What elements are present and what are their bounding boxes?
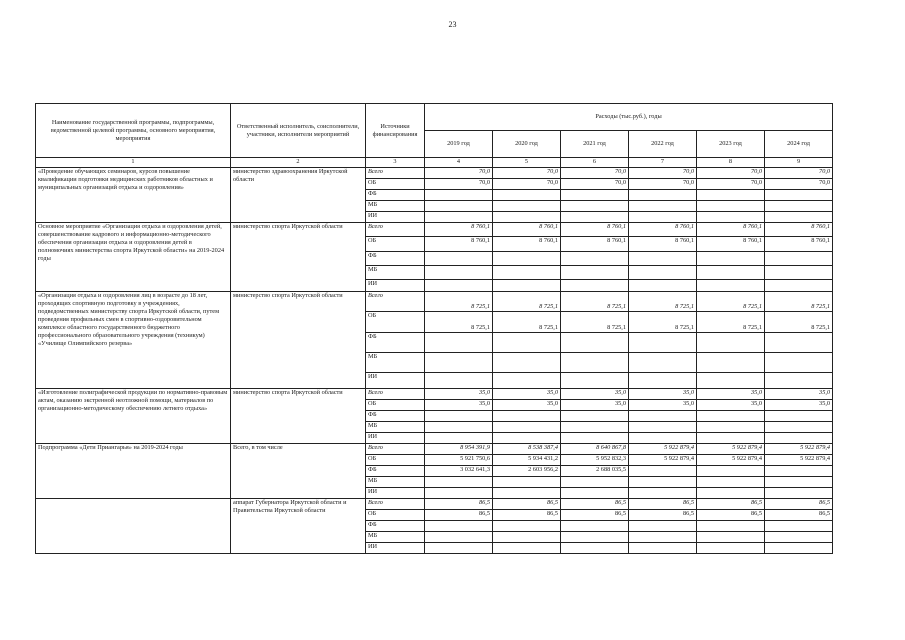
year-amount: 8 760,1 bbox=[425, 237, 493, 252]
source-row bbox=[36, 389, 833, 400]
year-amount bbox=[561, 521, 629, 532]
year-amount: 70,0 bbox=[697, 179, 765, 190]
year-amount bbox=[765, 532, 833, 543]
column-index-row bbox=[36, 158, 833, 168]
year-amount: 70,0 bbox=[765, 179, 833, 190]
year-amount bbox=[561, 422, 629, 433]
header-expenses: Расходы (тыс.руб.), годы bbox=[425, 104, 833, 131]
year-amount bbox=[765, 252, 833, 266]
year-amount bbox=[765, 201, 833, 212]
year-amount bbox=[561, 212, 629, 223]
year-amount bbox=[697, 521, 765, 532]
year-amount bbox=[425, 252, 493, 266]
year-amount bbox=[493, 252, 561, 266]
year-amount bbox=[493, 333, 561, 353]
year-amount bbox=[425, 411, 493, 422]
year-amount bbox=[561, 373, 629, 389]
year-amount: 8 725,1 bbox=[629, 292, 697, 312]
year-amount: 86,5 bbox=[493, 499, 561, 510]
funding-source: МБ bbox=[366, 266, 425, 280]
year-amount bbox=[629, 201, 697, 212]
year-amount: 86,5 bbox=[629, 510, 697, 521]
column-index: 8 bbox=[697, 158, 765, 168]
funding-source: ИИ bbox=[366, 280, 425, 292]
funding-source: ФБ bbox=[366, 466, 425, 477]
year-amount bbox=[629, 252, 697, 266]
year-amount bbox=[629, 532, 697, 543]
table-body bbox=[36, 168, 833, 554]
year-amount bbox=[561, 532, 629, 543]
year-amount: 5 922 879,4 bbox=[629, 444, 697, 455]
year-amount bbox=[765, 212, 833, 223]
year-amount bbox=[493, 190, 561, 201]
measure-name: Основное мероприятие «Организация отдыха и оздоровления детей, совершенствование кадрового и информационно-методического обеспечения организации отдыха и оздоровления детей в полномочиях министерства спорта Иркутской области» на 2019-2024 годы bbox=[36, 223, 231, 292]
year-amount: 5 922 879,4 bbox=[697, 455, 765, 466]
year-amount bbox=[425, 333, 493, 353]
funding-source: МБ bbox=[366, 477, 425, 488]
year-amount: 35,0 bbox=[629, 400, 697, 411]
year-amount bbox=[697, 373, 765, 389]
year-amount: 35,0 bbox=[493, 389, 561, 400]
year-amount: 8 725,1 bbox=[629, 312, 697, 333]
source-row bbox=[36, 168, 833, 179]
column-index: 7 bbox=[629, 158, 697, 168]
year-amount: 8 760,1 bbox=[697, 223, 765, 237]
year-amount bbox=[493, 373, 561, 389]
year-amount bbox=[425, 353, 493, 373]
column-index: 1 bbox=[36, 158, 231, 168]
funding-source: ОБ bbox=[366, 179, 425, 190]
year-amount: 8 760,1 bbox=[561, 237, 629, 252]
year-amount: 70,0 bbox=[493, 179, 561, 190]
year-amount bbox=[425, 543, 493, 554]
year-amount bbox=[561, 280, 629, 292]
year-amount bbox=[697, 411, 765, 422]
year-amount: 70,0 bbox=[493, 168, 561, 179]
year-amount bbox=[425, 201, 493, 212]
year-amount bbox=[493, 477, 561, 488]
funding-source: МБ bbox=[366, 532, 425, 543]
header-source: Источники финансирования bbox=[366, 104, 425, 158]
year-amount: 8 725,1 bbox=[493, 292, 561, 312]
year-amount bbox=[765, 190, 833, 201]
year-amount bbox=[561, 201, 629, 212]
column-index: 4 bbox=[425, 158, 493, 168]
year-amount: 5 921 750,6 bbox=[425, 455, 493, 466]
year-amount bbox=[697, 433, 765, 444]
year-amount: 5 922 879,4 bbox=[765, 455, 833, 466]
measure-name: «Проведение обучающих семинаров, курсов повышение квалификации подготовки медицинских работников областных и муниципальных организаций отдыха и оздоровления» bbox=[36, 168, 231, 223]
year-amount bbox=[629, 488, 697, 499]
executor-name: министерство спорта Иркутской области bbox=[231, 223, 366, 292]
year-amount bbox=[765, 266, 833, 280]
year-amount bbox=[629, 422, 697, 433]
year-amount bbox=[561, 252, 629, 266]
year-amount bbox=[629, 543, 697, 554]
funding-source: МБ bbox=[366, 201, 425, 212]
year-amount: 3 032 641,3 bbox=[425, 466, 493, 477]
year-amount bbox=[493, 422, 561, 433]
year-amount bbox=[697, 266, 765, 280]
column-index: 9 bbox=[765, 158, 833, 168]
executor-name: аппарат Губернатора Иркутской области и Правительства Иркутской области bbox=[231, 499, 366, 554]
funding-source: ИИ bbox=[366, 373, 425, 389]
year-amount bbox=[425, 422, 493, 433]
funding-source: МБ bbox=[366, 422, 425, 433]
funding-source: Всего bbox=[366, 499, 425, 510]
year-amount: 8 760,1 bbox=[765, 237, 833, 252]
year-amount: 8 760,1 bbox=[697, 237, 765, 252]
year-amount bbox=[561, 190, 629, 201]
year-amount bbox=[425, 212, 493, 223]
column-index: 6 bbox=[561, 158, 629, 168]
year-amount bbox=[697, 488, 765, 499]
year-amount: 2 603 956,2 bbox=[493, 466, 561, 477]
year-amount: 86,5 bbox=[425, 499, 493, 510]
year-amount: 86,5 bbox=[629, 499, 697, 510]
year-amount: 70,0 bbox=[629, 179, 697, 190]
header-year: 2022 год bbox=[629, 131, 697, 158]
year-amount bbox=[765, 373, 833, 389]
year-amount: 2 688 035,5 bbox=[561, 466, 629, 477]
year-amount bbox=[765, 521, 833, 532]
year-amount: 8 760,1 bbox=[561, 223, 629, 237]
funding-source: ФБ bbox=[366, 333, 425, 353]
year-amount bbox=[493, 280, 561, 292]
year-amount: 35,0 bbox=[765, 389, 833, 400]
year-amount bbox=[561, 488, 629, 499]
source-row bbox=[36, 292, 833, 312]
header-year: 2023 год bbox=[697, 131, 765, 158]
year-amount bbox=[493, 353, 561, 373]
year-amount bbox=[697, 252, 765, 266]
funding-source: ФБ bbox=[366, 190, 425, 201]
year-amount: 5 934 431,2 bbox=[493, 455, 561, 466]
year-amount bbox=[425, 433, 493, 444]
year-amount bbox=[629, 190, 697, 201]
funding-source: ОБ bbox=[366, 455, 425, 466]
year-amount: 35,0 bbox=[697, 389, 765, 400]
year-amount bbox=[425, 477, 493, 488]
year-amount: 35,0 bbox=[561, 389, 629, 400]
year-amount bbox=[697, 353, 765, 373]
year-amount: 8 760,1 bbox=[493, 237, 561, 252]
column-index: 3 bbox=[366, 158, 425, 168]
funding-source: ОБ bbox=[366, 237, 425, 252]
year-amount bbox=[493, 532, 561, 543]
year-amount: 8 725,1 bbox=[697, 312, 765, 333]
year-amount bbox=[765, 422, 833, 433]
year-amount: 8 725,1 bbox=[765, 292, 833, 312]
header-year: 2021 год bbox=[561, 131, 629, 158]
year-amount bbox=[629, 333, 697, 353]
year-amount: 86,5 bbox=[697, 499, 765, 510]
funding-source: ОБ bbox=[366, 312, 425, 333]
funding-source: ИИ bbox=[366, 212, 425, 223]
year-amount: 8 725,1 bbox=[765, 312, 833, 333]
header-name: Наименование государственной программы, подпрограммы, ведомственной целевой программы, основного мероприятия, мероприятия bbox=[36, 104, 231, 158]
year-amount: 8 760,1 bbox=[765, 223, 833, 237]
year-amount bbox=[493, 266, 561, 280]
funding-source: Всего bbox=[366, 389, 425, 400]
year-amount: 35,0 bbox=[425, 400, 493, 411]
year-amount bbox=[697, 422, 765, 433]
executor-name: Всего, в том числе bbox=[231, 444, 366, 499]
year-amount: 5 922 879,4 bbox=[765, 444, 833, 455]
year-amount bbox=[425, 488, 493, 499]
year-amount bbox=[425, 266, 493, 280]
year-amount bbox=[561, 433, 629, 444]
funding-source: ИИ bbox=[366, 433, 425, 444]
year-amount bbox=[697, 466, 765, 477]
year-amount: 8 760,1 bbox=[629, 223, 697, 237]
year-amount bbox=[493, 543, 561, 554]
year-amount: 35,0 bbox=[561, 400, 629, 411]
year-amount: 8 760,1 bbox=[493, 223, 561, 237]
year-amount: 35,0 bbox=[765, 400, 833, 411]
funding-source: ФБ bbox=[366, 252, 425, 266]
year-amount bbox=[765, 353, 833, 373]
year-amount bbox=[765, 333, 833, 353]
measure-name: Подпрограмма «Дети Приангарья» на 2019-2024 годы bbox=[36, 444, 231, 499]
year-amount bbox=[425, 280, 493, 292]
funding-source: Всего bbox=[366, 292, 425, 312]
year-amount bbox=[629, 212, 697, 223]
column-index: 5 bbox=[493, 158, 561, 168]
year-amount bbox=[629, 477, 697, 488]
year-amount bbox=[765, 477, 833, 488]
year-amount bbox=[697, 477, 765, 488]
header-year: 2020 год bbox=[493, 131, 561, 158]
year-amount bbox=[561, 411, 629, 422]
column-index: 2 bbox=[231, 158, 366, 168]
year-amount: 8 725,1 bbox=[561, 292, 629, 312]
year-amount bbox=[561, 543, 629, 554]
year-amount bbox=[765, 488, 833, 499]
year-amount bbox=[629, 521, 697, 532]
year-amount bbox=[697, 212, 765, 223]
year-amount: 70,0 bbox=[425, 179, 493, 190]
year-amount: 86,5 bbox=[425, 510, 493, 521]
year-amount bbox=[765, 411, 833, 422]
year-amount bbox=[629, 373, 697, 389]
year-amount bbox=[629, 353, 697, 373]
year-amount bbox=[561, 353, 629, 373]
year-amount bbox=[697, 532, 765, 543]
funding-source: Всего bbox=[366, 223, 425, 237]
year-amount bbox=[561, 266, 629, 280]
funding-source: ФБ bbox=[366, 521, 425, 532]
funding-source: МБ bbox=[366, 353, 425, 373]
year-amount: 8 954 391,9 bbox=[425, 444, 493, 455]
measure-name bbox=[36, 499, 231, 554]
source-row bbox=[36, 444, 833, 455]
year-amount: 8 760,1 bbox=[629, 237, 697, 252]
year-amount bbox=[697, 543, 765, 554]
page-number: 23 bbox=[448, 20, 457, 29]
year-amount: 86,5 bbox=[561, 510, 629, 521]
year-amount: 8 725,1 bbox=[425, 312, 493, 333]
year-amount: 8 538 387,4 bbox=[493, 444, 561, 455]
year-amount bbox=[493, 411, 561, 422]
year-amount bbox=[629, 466, 697, 477]
year-amount bbox=[561, 477, 629, 488]
year-amount bbox=[493, 433, 561, 444]
year-amount bbox=[493, 201, 561, 212]
year-amount: 5 922 879,4 bbox=[629, 455, 697, 466]
year-amount: 70,0 bbox=[561, 179, 629, 190]
year-amount bbox=[697, 190, 765, 201]
year-amount bbox=[425, 190, 493, 201]
year-amount: 35,0 bbox=[697, 400, 765, 411]
year-amount: 35,0 bbox=[629, 389, 697, 400]
year-amount: 35,0 bbox=[493, 400, 561, 411]
year-amount: 8 725,1 bbox=[561, 312, 629, 333]
year-amount: 70,0 bbox=[765, 168, 833, 179]
year-amount: 5 922 879,4 bbox=[697, 444, 765, 455]
year-amount bbox=[629, 411, 697, 422]
year-amount: 86,5 bbox=[493, 510, 561, 521]
year-amount: 5 952 832,3 bbox=[561, 455, 629, 466]
year-amount bbox=[629, 433, 697, 444]
header-executor: Ответственный исполнитель, соисполнители, участники, исполнители мероприятий bbox=[231, 104, 366, 158]
funding-source: ИИ bbox=[366, 543, 425, 554]
executor-name: министерство здравоохранения Иркутской области bbox=[231, 168, 366, 223]
year-amount: 86,5 bbox=[765, 510, 833, 521]
year-amount bbox=[765, 543, 833, 554]
year-amount bbox=[493, 488, 561, 499]
year-amount bbox=[493, 521, 561, 532]
year-amount bbox=[765, 433, 833, 444]
expenditure-table bbox=[35, 103, 833, 554]
year-amount bbox=[765, 466, 833, 477]
year-amount: 70,0 bbox=[425, 168, 493, 179]
year-amount bbox=[425, 521, 493, 532]
funding-source: ФБ bbox=[366, 411, 425, 422]
year-amount: 8 725,1 bbox=[493, 312, 561, 333]
year-amount bbox=[561, 333, 629, 353]
year-amount: 86,5 bbox=[561, 499, 629, 510]
year-amount: 8 640 867,8 bbox=[561, 444, 629, 455]
year-amount bbox=[425, 373, 493, 389]
measure-name: «Организация отдыха и оздоровления лиц в возрасте до 18 лет, проходящих спортивную подготовку в учреждениях, подведомственных министерству спорта Иркутской области, путем проведения профильных смен в спортивно-оздоровительном комплексе областного государственного бюджетного профессионального образовательного учреждения (техникум) «Училище Олимпийского резерва» bbox=[36, 292, 231, 389]
year-amount: 8 760,1 bbox=[425, 223, 493, 237]
year-amount: 86,5 bbox=[765, 499, 833, 510]
year-amount: 8 725,1 bbox=[425, 292, 493, 312]
funding-source: ОБ bbox=[366, 400, 425, 411]
year-amount: 70,0 bbox=[561, 168, 629, 179]
year-amount bbox=[493, 212, 561, 223]
year-amount: 70,0 bbox=[629, 168, 697, 179]
funding-source: Всего bbox=[366, 444, 425, 455]
funding-source: ОБ bbox=[366, 510, 425, 521]
year-amount: 70,0 bbox=[697, 168, 765, 179]
funding-source: ИИ bbox=[366, 488, 425, 499]
source-row bbox=[36, 223, 833, 237]
year-amount: 35,0 bbox=[425, 389, 493, 400]
executor-name: министерство спорта Иркутской области bbox=[231, 292, 366, 389]
year-amount bbox=[697, 201, 765, 212]
year-amount bbox=[697, 333, 765, 353]
year-amount bbox=[697, 280, 765, 292]
year-amount: 86,5 bbox=[697, 510, 765, 521]
measure-name: «Изготовление полиграфической продукции по нормативно-правовым актам, оказанию экстренной неотложной помощи, материалов по организационно-методическому обеспечению летнего отдыха» bbox=[36, 389, 231, 444]
header-year: 2024 год bbox=[765, 131, 833, 158]
header-year: 2019 год bbox=[425, 131, 493, 158]
year-amount bbox=[765, 280, 833, 292]
year-amount: 8 725,1 bbox=[697, 292, 765, 312]
executor-name: министерство спорта Иркутской области bbox=[231, 389, 366, 444]
funding-source: Всего bbox=[366, 168, 425, 179]
year-amount bbox=[425, 532, 493, 543]
year-amount bbox=[629, 266, 697, 280]
source-row bbox=[36, 499, 833, 510]
year-amount bbox=[629, 280, 697, 292]
